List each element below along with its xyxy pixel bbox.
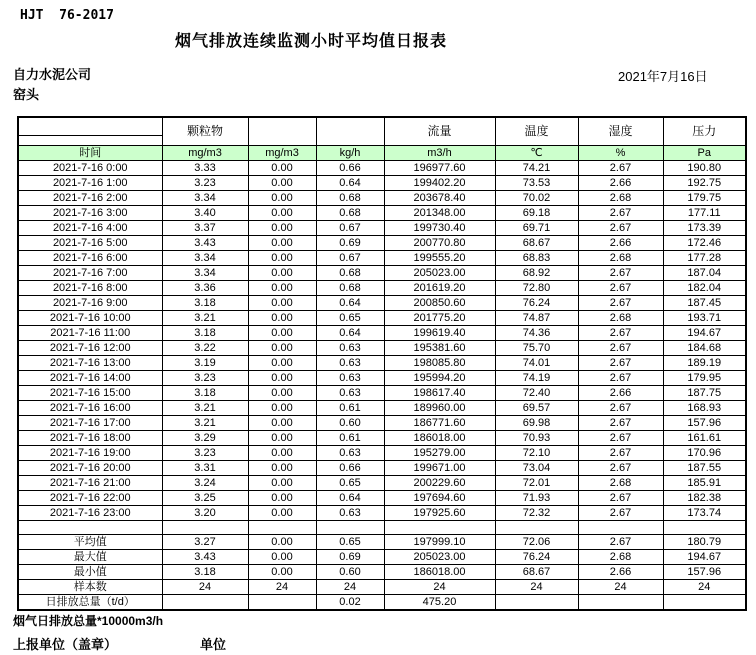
value-cell xyxy=(316,521,384,535)
value-cell: 199730.40 xyxy=(384,221,495,236)
value-cell: 2.68 xyxy=(578,550,663,565)
value-cell: 3.34 xyxy=(162,266,248,281)
value-cell: 187.75 xyxy=(663,386,746,401)
value-cell: 3.23 xyxy=(162,176,248,191)
value-cell: 74.21 xyxy=(495,161,578,176)
value-cell: 2.67 xyxy=(578,281,663,296)
summary-row xyxy=(18,565,746,580)
value-cell: 194.67 xyxy=(663,326,746,341)
blank-header-1 xyxy=(248,117,316,146)
value-cell: 73.04 xyxy=(495,461,578,476)
value-cell: 24 xyxy=(162,580,248,595)
value-cell: 0.00 xyxy=(248,191,316,206)
row-label-cell: 2021-7-16 21:00 xyxy=(18,476,162,491)
table-row xyxy=(18,236,746,251)
data-rows xyxy=(18,161,746,611)
page-title: 烟气排放连续监测小时平均值日报表 xyxy=(174,33,447,50)
value-cell: 475.20 xyxy=(384,595,495,611)
value-cell: 0.63 xyxy=(316,386,384,401)
row-label-cell: 2021-7-16 4:00 xyxy=(18,221,162,236)
value-cell: 189960.00 xyxy=(384,401,495,416)
value-cell xyxy=(248,521,316,535)
spacer-row xyxy=(18,521,746,535)
value-cell: 2.66 xyxy=(578,176,663,191)
value-cell: 157.96 xyxy=(663,565,746,580)
value-cell: 197694.60 xyxy=(384,491,495,506)
value-cell: 0.63 xyxy=(316,506,384,521)
value-cell: 69.18 xyxy=(495,206,578,221)
value-cell: 2.68 xyxy=(578,476,663,491)
standard-code-label: HJT 76-2017 xyxy=(20,8,114,23)
value-cell: 0.65 xyxy=(316,535,384,550)
summary-row xyxy=(18,580,746,595)
value-cell: 3.31 xyxy=(162,461,248,476)
value-cell: 185.91 xyxy=(663,476,746,491)
value-cell: 69.98 xyxy=(495,416,578,431)
value-cell: 186018.00 xyxy=(384,431,495,446)
value-cell: 75.70 xyxy=(495,341,578,356)
report-date: 2021年7月16日 xyxy=(618,69,708,84)
value-cell: 3.34 xyxy=(162,191,248,206)
row-label-cell: 2021-7-16 19:00 xyxy=(18,446,162,461)
value-cell: 0.02 xyxy=(316,595,384,611)
time-header-lower-cell xyxy=(18,136,162,146)
value-cell: 0.00 xyxy=(248,161,316,176)
value-cell: 3.18 xyxy=(162,386,248,401)
table-row xyxy=(18,176,746,191)
pressure-header: 压力 xyxy=(663,117,746,146)
value-cell: 0.68 xyxy=(316,266,384,281)
value-cell: 2.67 xyxy=(578,371,663,386)
value-cell: 197925.60 xyxy=(384,506,495,521)
value-cell: 2.67 xyxy=(578,296,663,311)
row-label-cell: 2021-7-16 23:00 xyxy=(18,506,162,521)
value-cell: 24 xyxy=(248,580,316,595)
row-label-cell: 2021-7-16 11:00 xyxy=(18,326,162,341)
value-cell: 199619.40 xyxy=(384,326,495,341)
blank-header-2 xyxy=(316,117,384,146)
value-cell: 173.39 xyxy=(663,221,746,236)
value-cell: 0.00 xyxy=(248,206,316,221)
value-cell: 3.21 xyxy=(162,416,248,431)
row-label-cell: 2021-7-16 6:00 xyxy=(18,251,162,266)
table-row xyxy=(18,221,746,236)
row-label-cell: 最小值 xyxy=(18,565,162,580)
value-cell: 3.22 xyxy=(162,341,248,356)
unit-pa: Pa xyxy=(663,146,746,161)
value-cell: 195381.60 xyxy=(384,341,495,356)
table-row xyxy=(18,461,746,476)
value-cell: 0.61 xyxy=(316,431,384,446)
value-cell: 0.61 xyxy=(316,401,384,416)
row-label-cell: 2021-7-16 0:00 xyxy=(18,161,162,176)
row-label-cell: 2021-7-16 22:00 xyxy=(18,491,162,506)
time-header-upper-cell xyxy=(18,117,162,136)
row-label-cell: 2021-7-16 17:00 xyxy=(18,416,162,431)
value-cell: 24 xyxy=(663,580,746,595)
value-cell xyxy=(663,595,746,611)
unit-mg-m3-1: mg/m3 xyxy=(162,146,248,161)
value-cell: 196977.60 xyxy=(384,161,495,176)
value-cell: 179.95 xyxy=(663,371,746,386)
value-cell: 2.67 xyxy=(578,446,663,461)
value-cell xyxy=(663,521,746,535)
value-cell: 0.64 xyxy=(316,296,384,311)
value-cell: 180.79 xyxy=(663,535,746,550)
value-cell: 2.66 xyxy=(578,386,663,401)
value-cell: 2.67 xyxy=(578,161,663,176)
company-name: 自力水泥公司 xyxy=(13,67,92,82)
value-cell: 0.00 xyxy=(248,356,316,371)
value-cell: 199555.20 xyxy=(384,251,495,266)
value-cell: 70.93 xyxy=(495,431,578,446)
value-cell: 2.67 xyxy=(578,491,663,506)
value-cell: 72.80 xyxy=(495,281,578,296)
table-row xyxy=(18,401,746,416)
table-row xyxy=(18,206,746,221)
table-row xyxy=(18,251,746,266)
value-cell: 0.00 xyxy=(248,341,316,356)
value-cell: 0.65 xyxy=(316,476,384,491)
value-cell xyxy=(248,595,316,611)
row-label-cell: 2021-7-16 12:00 xyxy=(18,341,162,356)
table-row xyxy=(18,341,746,356)
value-cell: 0.63 xyxy=(316,356,384,371)
value-cell: 24 xyxy=(316,580,384,595)
value-cell: 0.69 xyxy=(316,236,384,251)
table-row xyxy=(18,281,746,296)
value-cell: 0.00 xyxy=(248,236,316,251)
unit-m3-h: m3/h xyxy=(384,146,495,161)
flow-header: 流量 xyxy=(384,117,495,146)
value-cell: 200229.60 xyxy=(384,476,495,491)
row-label-cell: 2021-7-16 18:00 xyxy=(18,431,162,446)
value-cell: 3.34 xyxy=(162,251,248,266)
value-cell: 193.71 xyxy=(663,311,746,326)
value-cell: 3.21 xyxy=(162,311,248,326)
value-cell: 2.68 xyxy=(578,251,663,266)
value-cell: 3.40 xyxy=(162,206,248,221)
row-label-cell: 2021-7-16 14:00 xyxy=(18,371,162,386)
value-cell: 203678.40 xyxy=(384,191,495,206)
value-cell: 0.00 xyxy=(248,535,316,550)
value-cell: 187.55 xyxy=(663,461,746,476)
unit-label: 单位 xyxy=(200,637,227,652)
value-cell: 2.67 xyxy=(578,206,663,221)
value-cell: 72.06 xyxy=(495,535,578,550)
value-cell: 199402.20 xyxy=(384,176,495,191)
row-label-cell: 2021-7-16 3:00 xyxy=(18,206,162,221)
report-table xyxy=(17,116,747,611)
value-cell: 0.00 xyxy=(248,476,316,491)
value-cell: 177.11 xyxy=(663,206,746,221)
value-cell: 200850.60 xyxy=(384,296,495,311)
value-cell xyxy=(578,521,663,535)
value-cell: 187.45 xyxy=(663,296,746,311)
table-row xyxy=(18,416,746,431)
value-cell: 0.64 xyxy=(316,326,384,341)
row-label-cell: 样本数 xyxy=(18,580,162,595)
value-cell: 2.67 xyxy=(578,431,663,446)
value-cell: 0.63 xyxy=(316,371,384,386)
value-cell: 189.19 xyxy=(663,356,746,371)
value-cell: 3.27 xyxy=(162,535,248,550)
group-header-row xyxy=(18,117,746,136)
value-cell: 194.67 xyxy=(663,550,746,565)
value-cell: 197999.10 xyxy=(384,535,495,550)
value-cell: 68.67 xyxy=(495,236,578,251)
value-cell: 68.83 xyxy=(495,251,578,266)
value-cell: 186771.60 xyxy=(384,416,495,431)
table-row xyxy=(18,371,746,386)
table-row xyxy=(18,191,746,206)
summary-row xyxy=(18,550,746,565)
value-cell: 182.04 xyxy=(663,281,746,296)
value-cell: 2.68 xyxy=(578,311,663,326)
value-cell: 157.96 xyxy=(663,416,746,431)
value-cell: 3.29 xyxy=(162,431,248,446)
value-cell: 199671.00 xyxy=(384,461,495,476)
value-cell xyxy=(495,521,578,535)
value-cell: 71.93 xyxy=(495,491,578,506)
value-cell: 201775.20 xyxy=(384,311,495,326)
value-cell: 0.69 xyxy=(316,550,384,565)
value-cell: 0.00 xyxy=(248,266,316,281)
reporting-unit-label: 上报单位（盖章） xyxy=(13,637,118,652)
value-cell: 3.23 xyxy=(162,371,248,386)
row-label-cell: 2021-7-16 5:00 xyxy=(18,236,162,251)
table-row xyxy=(18,386,746,401)
unit-percent: % xyxy=(578,146,663,161)
table-row xyxy=(18,356,746,371)
value-cell: 195279.00 xyxy=(384,446,495,461)
value-cell: 3.20 xyxy=(162,506,248,521)
value-cell: 195994.20 xyxy=(384,371,495,386)
value-cell: 198617.40 xyxy=(384,386,495,401)
value-cell: 0.63 xyxy=(316,446,384,461)
unit-mg-m3-2: mg/m3 xyxy=(248,146,316,161)
value-cell: 70.02 xyxy=(495,191,578,206)
value-cell: 74.87 xyxy=(495,311,578,326)
value-cell: 76.24 xyxy=(495,550,578,565)
value-cell: 0.00 xyxy=(248,461,316,476)
value-cell: 3.18 xyxy=(162,565,248,580)
value-cell: 201619.20 xyxy=(384,281,495,296)
site-name: 窑头 xyxy=(13,87,40,102)
value-cell: 0.66 xyxy=(316,161,384,176)
value-cell: 2.67 xyxy=(578,266,663,281)
table-row xyxy=(18,296,746,311)
value-cell: 0.00 xyxy=(248,311,316,326)
table-row xyxy=(18,446,746,461)
value-cell: 198085.80 xyxy=(384,356,495,371)
value-cell: 3.37 xyxy=(162,221,248,236)
summary-row xyxy=(18,535,746,550)
value-cell: 3.24 xyxy=(162,476,248,491)
value-cell: 74.36 xyxy=(495,326,578,341)
value-cell: 72.32 xyxy=(495,506,578,521)
value-cell: 0.00 xyxy=(248,296,316,311)
daily-total-note: 烟气日排放总量*10000m3/h xyxy=(13,614,164,628)
value-cell: 190.80 xyxy=(663,161,746,176)
row-label-cell: 日排放总量（t/d） xyxy=(18,595,162,611)
value-cell: 0.00 xyxy=(248,251,316,266)
value-cell: 0.68 xyxy=(316,281,384,296)
value-cell: 0.00 xyxy=(248,416,316,431)
value-cell: 2.67 xyxy=(578,535,663,550)
table-row xyxy=(18,491,746,506)
table-row xyxy=(18,161,746,176)
value-cell: 68.92 xyxy=(495,266,578,281)
row-label-cell: 2021-7-16 15:00 xyxy=(18,386,162,401)
row-label-cell: 2021-7-16 10:00 xyxy=(18,311,162,326)
table-row xyxy=(18,266,746,281)
value-cell: 76.24 xyxy=(495,296,578,311)
value-cell: 0.00 xyxy=(248,506,316,521)
value-cell: 2.67 xyxy=(578,461,663,476)
row-label-cell: 2021-7-16 9:00 xyxy=(18,296,162,311)
value-cell: 69.71 xyxy=(495,221,578,236)
value-cell xyxy=(495,595,578,611)
value-cell: 3.25 xyxy=(162,491,248,506)
row-label-cell: 2021-7-16 2:00 xyxy=(18,191,162,206)
value-cell: 24 xyxy=(495,580,578,595)
value-cell: 161.61 xyxy=(663,431,746,446)
value-cell: 0.65 xyxy=(316,311,384,326)
value-cell: 3.18 xyxy=(162,326,248,341)
value-cell: 0.67 xyxy=(316,221,384,236)
value-cell: 0.64 xyxy=(316,176,384,191)
value-cell: 3.21 xyxy=(162,401,248,416)
value-cell: 172.46 xyxy=(663,236,746,251)
value-cell: 168.93 xyxy=(663,401,746,416)
value-cell: 173.74 xyxy=(663,506,746,521)
row-label-cell: 2021-7-16 20:00 xyxy=(18,461,162,476)
value-cell: 0.68 xyxy=(316,191,384,206)
value-cell: 200770.80 xyxy=(384,236,495,251)
row-label-cell: 2021-7-16 8:00 xyxy=(18,281,162,296)
time-column-header: 时间 xyxy=(18,146,162,161)
value-cell: 2.68 xyxy=(578,191,663,206)
value-cell: 0.00 xyxy=(248,326,316,341)
value-cell: 182.38 xyxy=(663,491,746,506)
value-cell: 187.04 xyxy=(663,266,746,281)
value-cell: 2.67 xyxy=(578,221,663,236)
row-label-cell: 2021-7-16 16:00 xyxy=(18,401,162,416)
row-label-cell: 平均值 xyxy=(18,535,162,550)
table-row xyxy=(18,506,746,521)
row-label-cell xyxy=(18,521,162,535)
value-cell: 0.00 xyxy=(248,221,316,236)
particulate-header: 颗粒物 xyxy=(162,117,248,146)
row-label-cell: 2021-7-16 1:00 xyxy=(18,176,162,191)
value-cell: 2.67 xyxy=(578,356,663,371)
value-cell: 74.01 xyxy=(495,356,578,371)
value-cell: 3.36 xyxy=(162,281,248,296)
value-cell: 186018.00 xyxy=(384,565,495,580)
value-cell xyxy=(162,595,248,611)
value-cell: 24 xyxy=(578,580,663,595)
row-label-cell: 最大值 xyxy=(18,550,162,565)
value-cell: 0.00 xyxy=(248,431,316,446)
value-cell: 2.67 xyxy=(578,416,663,431)
value-cell: 74.19 xyxy=(495,371,578,386)
value-cell: 0.64 xyxy=(316,491,384,506)
table-row xyxy=(18,326,746,341)
value-cell: 0.68 xyxy=(316,206,384,221)
value-cell: 0.00 xyxy=(248,446,316,461)
unit-celsius: ℃ xyxy=(495,146,578,161)
value-cell: 0.00 xyxy=(248,371,316,386)
value-cell: 73.53 xyxy=(495,176,578,191)
value-cell: 201348.00 xyxy=(384,206,495,221)
value-cell: 3.18 xyxy=(162,296,248,311)
table-row xyxy=(18,311,746,326)
value-cell: 0.00 xyxy=(248,281,316,296)
value-cell: 0.00 xyxy=(248,401,316,416)
value-cell: 2.67 xyxy=(578,341,663,356)
value-cell: 3.19 xyxy=(162,356,248,371)
value-cell: 0.00 xyxy=(248,176,316,191)
value-cell: 0.66 xyxy=(316,461,384,476)
value-cell xyxy=(384,521,495,535)
table-row xyxy=(18,431,746,446)
value-cell: 69.57 xyxy=(495,401,578,416)
value-cell: 0.00 xyxy=(248,550,316,565)
value-cell: 3.23 xyxy=(162,446,248,461)
unit-row xyxy=(18,146,746,161)
value-cell: 205023.00 xyxy=(384,550,495,565)
value-cell: 0.63 xyxy=(316,341,384,356)
value-cell: 177.28 xyxy=(663,251,746,266)
value-cell: 2.66 xyxy=(578,565,663,580)
value-cell: 68.67 xyxy=(495,565,578,580)
value-cell: 24 xyxy=(384,580,495,595)
table-row xyxy=(18,476,746,491)
value-cell: 0.67 xyxy=(316,251,384,266)
row-label-cell: 2021-7-16 7:00 xyxy=(18,266,162,281)
humidity-header: 湿度 xyxy=(578,117,663,146)
value-cell: 0.00 xyxy=(248,491,316,506)
value-cell: 0.60 xyxy=(316,416,384,431)
temperature-header: 温度 xyxy=(495,117,578,146)
value-cell: 0.00 xyxy=(248,386,316,401)
value-cell: 192.75 xyxy=(663,176,746,191)
value-cell: 0.00 xyxy=(248,565,316,580)
unit-kg-h: kg/h xyxy=(316,146,384,161)
value-cell: 3.43 xyxy=(162,550,248,565)
value-cell: 72.01 xyxy=(495,476,578,491)
value-cell xyxy=(162,521,248,535)
value-cell: 3.43 xyxy=(162,236,248,251)
value-cell: 3.33 xyxy=(162,161,248,176)
value-cell: 2.67 xyxy=(578,326,663,341)
value-cell: 2.66 xyxy=(578,236,663,251)
value-cell: 170.96 xyxy=(663,446,746,461)
value-cell: 0.60 xyxy=(316,565,384,580)
value-cell: 2.67 xyxy=(578,401,663,416)
value-cell: 179.75 xyxy=(663,191,746,206)
value-cell: 184.68 xyxy=(663,341,746,356)
row-label-cell: 2021-7-16 13:00 xyxy=(18,356,162,371)
value-cell: 2.67 xyxy=(578,506,663,521)
value-cell: 205023.00 xyxy=(384,266,495,281)
value-cell: 72.10 xyxy=(495,446,578,461)
summary-row xyxy=(18,595,746,611)
value-cell xyxy=(578,595,663,611)
value-cell: 72.40 xyxy=(495,386,578,401)
